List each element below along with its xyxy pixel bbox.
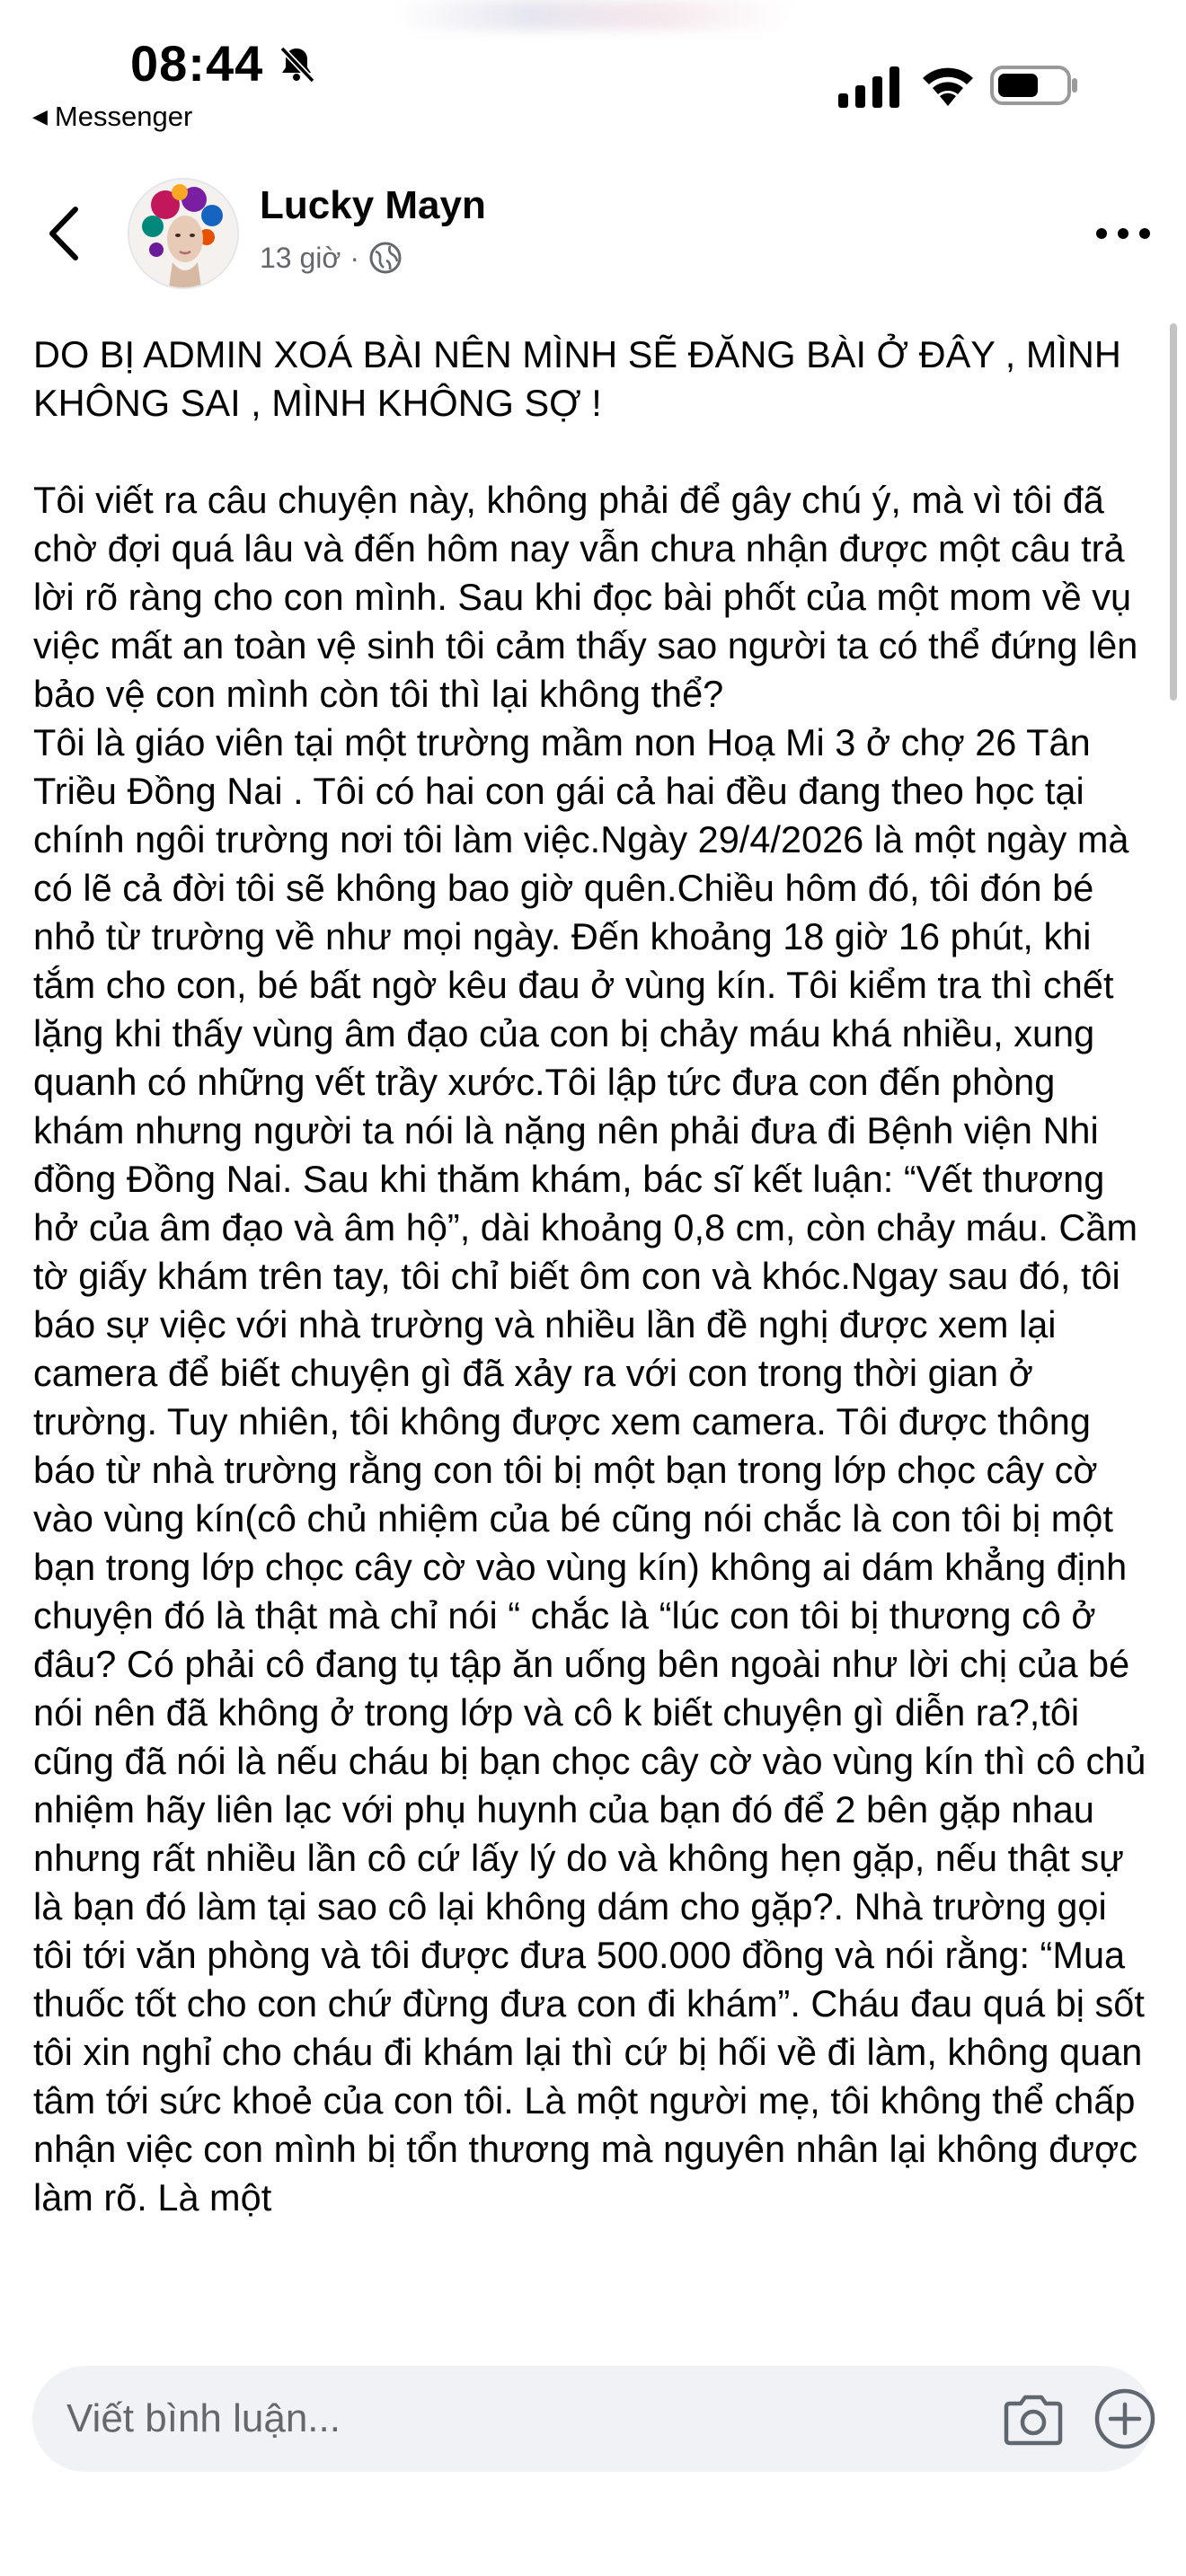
more-dots-icon[interactable] xyxy=(1091,217,1155,250)
back-triangle-icon: ◀ xyxy=(32,105,48,128)
back-to-messenger[interactable] xyxy=(32,101,192,133)
post-meta xyxy=(260,241,403,275)
paragraph-gap xyxy=(33,428,1156,476)
back-to-app-label: Messenger xyxy=(54,101,193,132)
status-time: 08:44 xyxy=(130,35,264,92)
home-indicator-area xyxy=(0,2533,1186,2576)
dynamic-island-blur xyxy=(395,0,791,31)
author-name[interactable]: Lucky Mayn xyxy=(260,183,486,227)
camera-icon[interactable] xyxy=(1001,2393,1066,2447)
bell-slash-icon xyxy=(275,43,318,86)
back-chevron-icon[interactable] xyxy=(38,202,92,265)
post-paragraph-2: Tôi là giáo viên tại một trường mầm non Hoạ Mi 3 ở chợ 26 Tân Triều Đồng Nai . Tôi có hai con gái cả hai đều đang theo học tại chính ngôi trường nơi tôi làm việc.Ngày 29/4/2026 là một ngày mà có lẽ cả đời tôi sẽ không bao giờ quên.Chiều hôm đó, tôi đón bé nhỏ từ trường về như mọi ngày. Đến khoảng 18 giờ 16 phút, khi tắm cho con, bé bất ngờ kêu đau ở vùng kín. Tôi kiểm tra thì chết lặng khi thấy vùng âm đạo của con bị chảy máu khá nhiều, xung quanh có những vết trầy xước.Tôi lập tức đưa con đến phòng khám nhưng người ta nói là nặng nên phải đưa đi Bệnh viện Nhi đồng Đồng Nai. Sau khi thăm khám, bác sĩ kết luận: “Vết thương hở của âm đạo và âm hộ”, dài khoảng 0,8 cm, còn chảy máu. Cầm tờ giấy khám trên tay, tôi chỉ biết ôm con và khóc.Ngay sau đó, tôi báo sự việc với nhà trường và nhiều lần đề nghị được xem lại camera để biết chuyện gì đã xảy ra với con trong thời gian ở trường. Tuy nhiên, tôi không được xem camera. Tôi được thông báo từ nhà trường rằng con tôi bị một bạn trong lớp chọc cây cờ vào vùng kín(cô chủ nhiệm của bé cũng nói chắc là con tôi bị một bạn trong lớp chọc cây cờ vào vùng kín) không ai dám khẳng định chuyện đó là thật mà chỉ nói “ chắc là “lúc con tôi bị thương cô ở đâu? Có phải cô đang tụ tập ăn uống bên ngoài như lời chị của bé nói nên đã không ở trong lớp và cô k biết chuyện gì diễn ra?,tôi cũng đã nói là nếu cháu bị bạn chọc cây cờ vào vùng kín thì cô chủ nhiệm hãy liên lạc với phụ huynh của bạn đó để 2 bên gặp nhau nhưng rất nhiều lần cô cứ lấy lý do và không hẹn gặp, nếu thật sự là bạn đó làm tại sao cô lại không dám cho gặp?. Nhà trường gọi tôi tới văn phòng và tôi được đưa 500.000 đồng và nói rằng: “Mua thuốc tốt cho con chứ đừng đưa con đi khám”. Cháu đau quá bị sốt tôi xin nghỉ cho cháu đi khám lại thì cứ bị hối về đi làm, không quan tâm tới sức khoẻ của con tôi. Là một người mẹ, tôi không thể chấp nhận việc con mình bị tổn thương mà nguyên nhân lại không được làm rõ. Là một xyxy=(33,721,1156,2219)
post-header xyxy=(0,162,1186,305)
avatar[interactable] xyxy=(128,178,239,289)
post-time[interactable]: 13 giờ xyxy=(260,241,341,274)
comment-placeholder: Viết bình luận... xyxy=(66,2396,341,2440)
status-bar xyxy=(0,0,1186,153)
scrollbar[interactable] xyxy=(1170,323,1177,701)
globe-icon xyxy=(368,241,403,275)
avatar-image xyxy=(129,180,237,287)
post-body xyxy=(33,331,1156,2342)
comment-input[interactable] xyxy=(32,2366,1154,2472)
add-circle-icon[interactable] xyxy=(1093,2386,1157,2451)
meta-separator: · xyxy=(350,241,360,274)
battery-icon xyxy=(990,65,1080,106)
post-paragraph-1: Tôi viết ra câu chuyện này, không phải để gây chú ý, mà vì tôi đã chờ đợi quá lâu và đến hôm nay vẫn chưa nhận được một câu trả lời rõ ràng cho con mình. Sau khi đọc bài phốt của một mom về vụ việc mất an toàn vệ sinh tôi cảm thấy sao người ta có thể đứng lên bảo vệ con mình còn tôi thì lại không thể? xyxy=(33,479,1148,715)
cellular-signal-icon xyxy=(838,66,901,108)
post-headline: DO BỊ ADMIN XOÁ BÀI NÊN MÌNH SẼ ĐĂNG BÀI Ở ĐÂY , MÌNH KHÔNG SAI , MÌNH KHÔNG SỢ ! xyxy=(33,333,1132,424)
wifi-icon xyxy=(920,61,976,106)
